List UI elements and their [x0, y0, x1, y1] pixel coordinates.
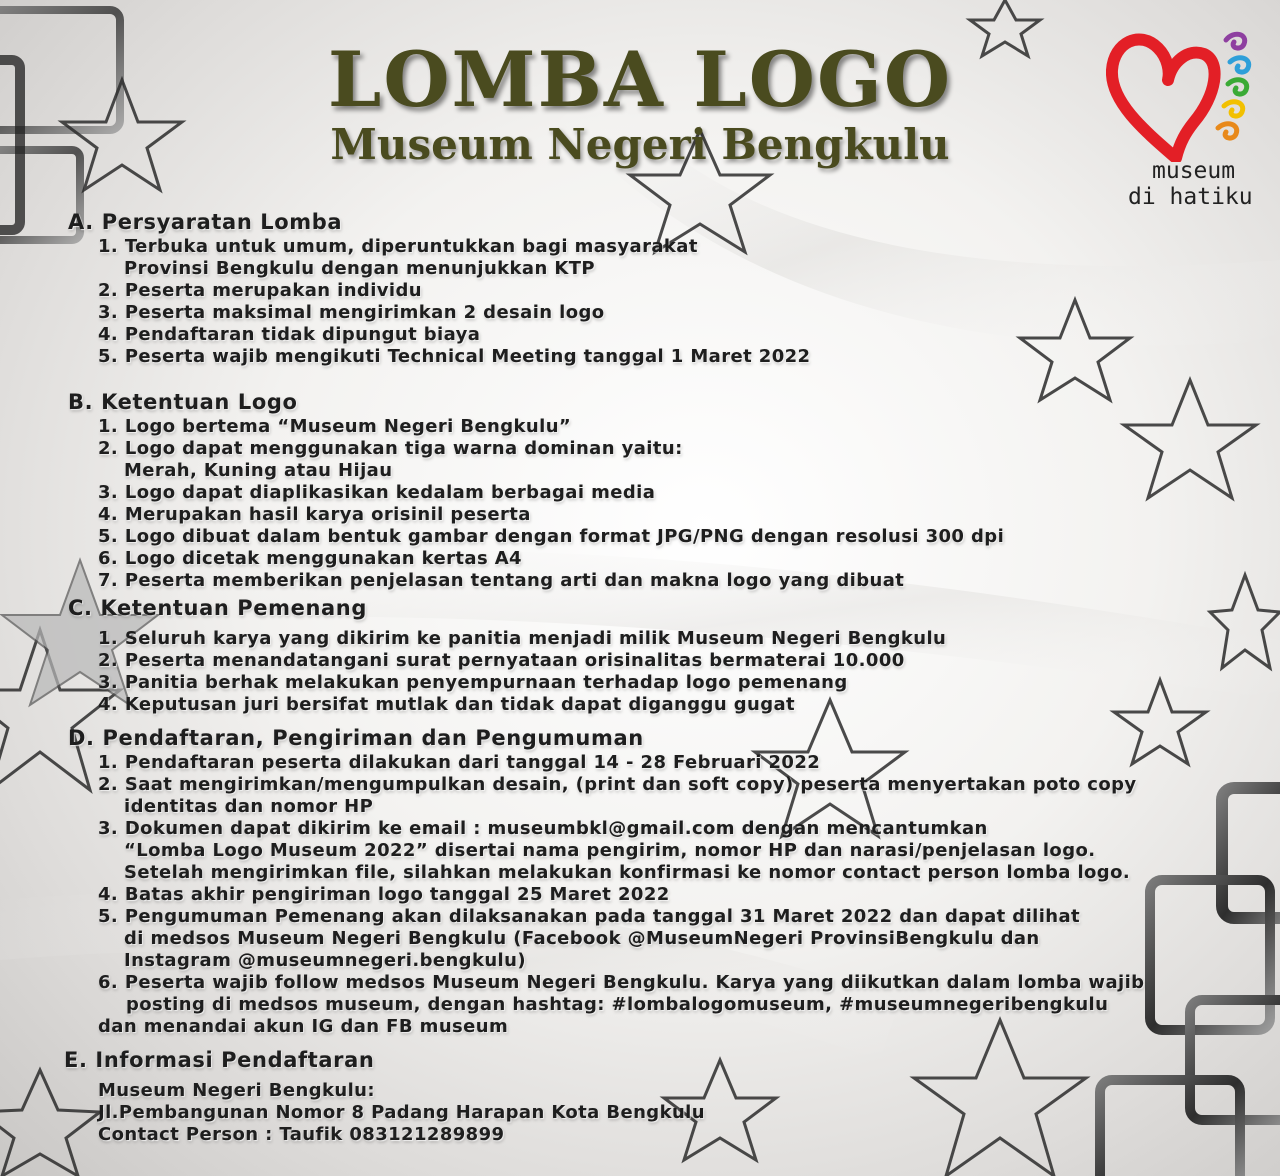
museum-di-hatiku-logo — [1106, 22, 1272, 222]
list-item — [98, 482, 1280, 504]
section-list — [98, 628, 1280, 716]
section-pendaftaran-pengiriman — [68, 724, 1280, 1038]
item-text: 4. Pendaftaran tidak dipungut biaya — [98, 324, 481, 345]
list-item — [98, 972, 1280, 1016]
item-text: 1. Seluruh karya yang dikirim ke panitia menjadi milik Museum Negeri Bengkulu — [98, 628, 947, 649]
list-item — [98, 504, 1280, 526]
section-list — [98, 752, 1280, 1016]
list-item — [98, 694, 1280, 716]
item-text-continued: Provinsi Bengkulu dengan menunjukkan KTP — [124, 258, 595, 279]
list-item — [98, 438, 1280, 482]
item-text: 2. Peserta menandatangani surat pernyataan orisinalitas bermaterai 10.000 — [98, 650, 905, 671]
poster-title: LOMBA LOGO — [327, 35, 953, 124]
item-text: 5. Logo dibuat dalam bentuk gambar dengan format JPG/PNG dengan resolusi 300 dpi — [98, 526, 1005, 547]
list-item — [98, 324, 1280, 346]
section-list — [98, 236, 1280, 368]
heart-icon — [1106, 22, 1272, 162]
list-item — [98, 302, 1280, 324]
item-text: 7. Peserta memberikan penjelasan tentang arti dan makna logo yang dibuat — [98, 570, 905, 591]
list-item — [98, 752, 1280, 774]
section-heading: B. Ketentuan Logo — [68, 390, 298, 414]
item-text-continued: identitas dan nomor HP — [124, 796, 374, 817]
contact-address: Jl.Pembangunan Nomor 8 Padang Harapan Kota Bengkulu — [98, 1102, 705, 1123]
item-text: 6. Logo dicetak menggunakan kertas A4 — [98, 548, 522, 569]
section-ketentuan-logo — [68, 388, 1280, 592]
item-text-continued: “Lomba Logo Museum 2022” disertai nama pengirim, nomor HP dan narasi/penjelasan logo. — [124, 840, 1096, 861]
list-item — [98, 416, 1280, 438]
logo-line-2: di hatiku — [1128, 184, 1253, 210]
item-text: 2. Saat mengirimkan/mengumpulkan desain, (print dan soft copy) peserta menyertakan poto copy — [98, 774, 1137, 795]
item-text-continued: posting di medsos museum, dengan hashtag: #lombalogomuseum, #museumnegeribengkulu — [126, 994, 1109, 1015]
item-text: 5. Pengumuman Pemenang akan dilaksanakan pada tanggal 31 Maret 2022 dan dapat dilihat — [98, 906, 1081, 927]
item-text: 3. Peserta maksimal mengirimkan 2 desain logo — [98, 302, 605, 323]
poster-content — [0, 208, 1280, 1146]
section-ketentuan-pemenang — [68, 594, 1280, 716]
item-text: 5. Peserta wajib mengikuti Technical Meeting tanggal 1 Maret 2022 — [98, 346, 811, 367]
list-item — [98, 774, 1280, 818]
item-text: 2. Peserta merupakan individu — [98, 280, 422, 301]
item-text-continued: di medsos Museum Negeri Bengkulu (Facebook @MuseumNegeri ProvinsiBengkulu dan — [124, 928, 1040, 949]
poster-header — [0, 35, 1280, 169]
item-text-continued: Merah, Kuning atau Hijau — [124, 460, 393, 481]
list-item — [98, 526, 1280, 548]
item-text: 3. Dokumen dapat dikirim ke email : museumbkl@gmail.com dengan mencantumkan — [98, 818, 988, 839]
list-item — [98, 280, 1280, 302]
item-text: 1. Logo bertema “Museum Negeri Bengkulu” — [98, 416, 572, 437]
item-text-continued: Instagram @museumnegeri.bengkulu) — [124, 950, 526, 971]
list-item — [98, 570, 1280, 592]
item-text: 4. Merupakan hasil karya orisinil peserta — [98, 504, 531, 525]
list-item — [98, 650, 1280, 672]
item-text: 3. Panitia berhak melakukan penyempurnaan terhadap logo pemenang — [98, 672, 848, 693]
section-persyaratan — [68, 208, 1280, 368]
list-item — [98, 346, 1280, 368]
section-heading: A. Persyaratan Lomba — [68, 210, 343, 234]
list-item — [98, 628, 1280, 650]
logo-line-1: museum — [1152, 158, 1236, 184]
item-text-continued: Setelah mengirimkan file, silahkan melakukan konfirmasi ke nomor contact person lomba logo. — [124, 862, 1131, 883]
list-item — [98, 236, 1280, 280]
item-text: 2. Logo dapat menggunakan tiga warna dominan yaitu: — [98, 438, 683, 459]
item-text: 4. Keputusan juri bersifat mutlak dan tidak dapat diganggu gugat — [98, 694, 796, 715]
item-text: 1. Terbuka untuk umum, diperuntukkan bagi masyarakat — [98, 236, 698, 257]
contact-person: Contact Person : Taufik 083121289899 — [98, 1124, 505, 1145]
section-informasi-pendaftaran — [64, 1046, 1280, 1146]
item-text: 4. Batas akhir pengiriman logo tanggal 25 Maret 2022 — [98, 884, 670, 905]
list-item — [98, 548, 1280, 570]
list-item — [98, 906, 1280, 972]
list-item — [98, 884, 1280, 906]
poster-subtitle: Museum Negeri Bengkulu — [330, 120, 950, 169]
item-trailing-text: dan menandai akun IG dan FB museum — [98, 1016, 509, 1037]
item-text: 1. Pendaftaran peserta dilakukan dari tanggal 14 - 28 Februari 2022 — [98, 752, 821, 773]
section-heading: E. Informasi Pendaftaran — [64, 1048, 375, 1072]
section-heading: D. Pendaftaran, Pengiriman dan Pengumuman — [68, 726, 644, 750]
item-text: 3. Logo dapat diaplikasikan kedalam berbagai media — [98, 482, 656, 503]
logo-caption — [1128, 158, 1253, 210]
contact-info — [98, 1080, 1280, 1146]
item-text: 6. Peserta wajib follow medsos Museum Negeri Bengkulu. Karya yang diikutkan dalam lomba wajib — [98, 972, 1145, 993]
section-heading: C. Ketentuan Pemenang — [68, 596, 367, 620]
list-item — [98, 818, 1280, 884]
section-list — [98, 416, 1280, 592]
contact-org: Museum Negeri Bengkulu: — [98, 1080, 375, 1101]
list-item — [98, 672, 1280, 694]
